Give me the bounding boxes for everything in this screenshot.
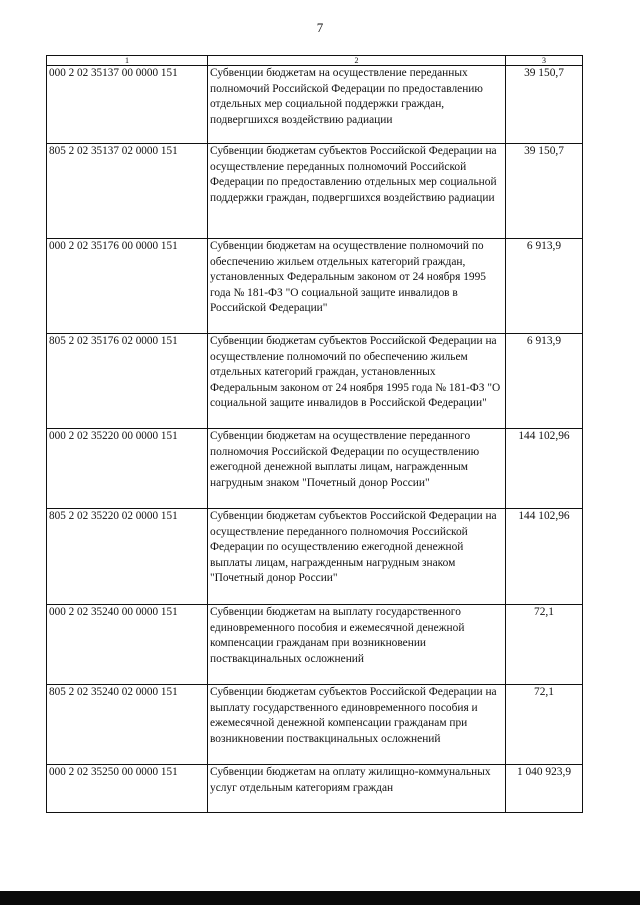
description-cell: Субвенции бюджетам субъектов Российской Федерации на осуществление переданного полномочия Российской Федерации по осуществлению ежегодной денежной выплаты лицам, награжденным нагрудным знаком "Почетный донор России" [208, 509, 506, 605]
table-row [47, 334, 583, 429]
table-row [47, 66, 583, 144]
budget-code-cell: 000 2 02 35240 00 0000 151 [47, 605, 208, 685]
description-cell: Субвенции бюджетам субъектов Российской Федерации на осуществление полномочий по обеспечению жильем отдельных категорий граждан, установленных Федеральным законом от 24 ноября 1995 года № 181-ФЗ "О социальной защите инвалидов в Российской Федерации" [208, 334, 506, 429]
table-row [47, 685, 583, 765]
table-row [47, 144, 583, 239]
amount-cell: 39 150,7 [506, 66, 583, 144]
description-cell: Субвенции бюджетам на осуществление полномочий по обеспечению жильем отдельных категорий граждан, установленных Федеральным законом от 24 ноября 1995 года № 181-ФЗ "О социальной защите инвалидов в Российской Федерации" [208, 239, 506, 334]
column-header-2: 2 [208, 56, 506, 66]
budget-code-cell: 000 2 02 35250 00 0000 151 [47, 765, 208, 813]
amount-cell: 39 150,7 [506, 144, 583, 239]
budget-table [46, 55, 583, 813]
amount-cell: 72,1 [506, 605, 583, 685]
budget-code-cell: 805 2 02 35137 02 0000 151 [47, 144, 208, 239]
budget-code-cell: 805 2 02 35220 02 0000 151 [47, 509, 208, 605]
description-cell: Субвенции бюджетам на осуществление переданного полномочия Российской Федерации по осуществлению ежегодной денежной выплаты лицам, награжденным нагрудным знаком "Почетный донор России" [208, 429, 506, 509]
description-cell: Субвенции бюджетам на оплату жилищно-коммунальных услуг отдельным категориям граждан [208, 765, 506, 813]
table-row [47, 765, 583, 813]
column-header-1: 1 [47, 56, 208, 66]
amount-cell: 144 102,96 [506, 509, 583, 605]
table-row [47, 239, 583, 334]
scan-edge-bar [0, 891, 640, 905]
description-cell: Субвенции бюджетам на осуществление переданных полномочий Российской Федерации по предоставлению отдельных мер социальной поддержки граждан, подвергшихся воздействию радиации [208, 66, 506, 144]
table-row [47, 605, 583, 685]
budget-code-cell: 805 2 02 35176 02 0000 151 [47, 334, 208, 429]
amount-cell: 1 040 923,9 [506, 765, 583, 813]
amount-cell: 6 913,9 [506, 334, 583, 429]
budget-code-cell: 000 2 02 35176 00 0000 151 [47, 239, 208, 334]
description-cell: Субвенции бюджетам субъектов Российской Федерации на выплату государственного единовременного пособия и ежемесячной денежной компенсации гражданам при возникновении поствакцинальных осложнений [208, 685, 506, 765]
description-cell: Субвенции бюджетам на выплату государственного единовременного пособия и ежемесячной денежной компенсации гражданам при возникновении поствакцинальных осложнений [208, 605, 506, 685]
budget-code-cell: 000 2 02 35220 00 0000 151 [47, 429, 208, 509]
amount-cell: 72,1 [506, 685, 583, 765]
table-header-row [47, 56, 583, 66]
table-row [47, 509, 583, 605]
budget-code-cell: 805 2 02 35240 02 0000 151 [47, 685, 208, 765]
column-header-3: 3 [506, 56, 583, 66]
amount-cell: 6 913,9 [506, 239, 583, 334]
description-cell: Субвенции бюджетам субъектов Российской Федерации на осуществление переданных полномочий Российской Федерации по предоставлению отдельных мер социальной поддержки граждан, подвергшихся воздействию радиации [208, 144, 506, 239]
amount-cell: 144 102,96 [506, 429, 583, 509]
page-number: 7 [316, 20, 324, 35]
table-row [47, 429, 583, 509]
budget-code-cell: 000 2 02 35137 00 0000 151 [47, 66, 208, 144]
